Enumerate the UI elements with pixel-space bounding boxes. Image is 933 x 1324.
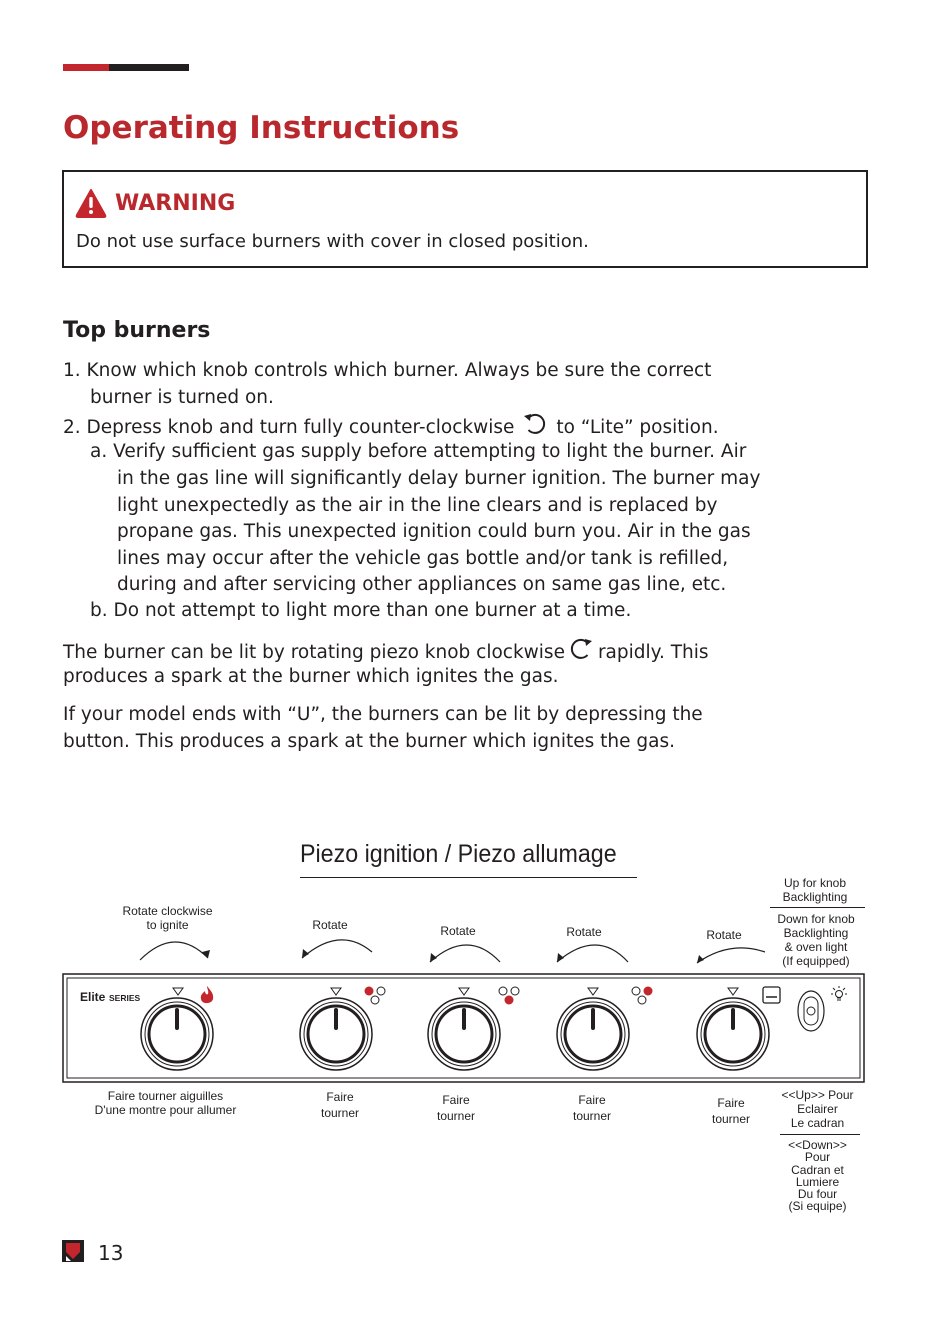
piezo-rotate-label-line-2: to ignite bbox=[146, 918, 189, 932]
backlight-switch[interactable] bbox=[798, 991, 824, 1031]
step-2-text-before: 2. Depress knob and turn fully counter-clockwise bbox=[63, 417, 515, 438]
warning-text: Do not use surface burners with cover in closed position. bbox=[76, 231, 589, 252]
page-title: Operating Instructions bbox=[63, 110, 460, 146]
knob-1-arrowhead bbox=[302, 949, 309, 958]
oven-knob[interactable] bbox=[697, 998, 769, 1070]
fr-rotate-4-line-2: tourner bbox=[711, 1112, 751, 1126]
diagram-title: Piezo ignition / Piezo allumage bbox=[300, 840, 617, 868]
knob-1-pointer-icon bbox=[331, 988, 341, 995]
fr-rotate-1-line-1: Faire bbox=[326, 1090, 354, 1104]
fr-piezo-line-2: D'une montre pour allumer bbox=[94, 1103, 237, 1117]
knob-4-arrowhead bbox=[697, 955, 704, 963]
u-model-line-1: If your model ends with “U”, the burners can be lit by depressing the bbox=[63, 704, 703, 725]
fr-piezo-line-1: Faire tourner aiguilles bbox=[107, 1089, 224, 1103]
burner-2-position-icon bbox=[499, 987, 519, 1004]
flame-icon bbox=[201, 986, 213, 1003]
page-number: 13 bbox=[98, 1241, 124, 1265]
up-label-line-1: Up for knob bbox=[783, 876, 847, 890]
burner-3-position-icon bbox=[632, 987, 652, 1004]
knob-pointers bbox=[173, 988, 738, 995]
down-label-line-1: Down for knob bbox=[777, 912, 855, 926]
burner-1-position-icon bbox=[365, 987, 385, 1004]
piezo-rotate-label-line-1: Rotate clockwise bbox=[122, 904, 213, 918]
step-2a-line-1: a. Verify sufficient gas supply before attempting to light the burner. Air bbox=[90, 441, 747, 462]
section-heading: Top burners bbox=[63, 318, 211, 343]
fr-down-line-2: Pour bbox=[804, 1150, 831, 1165]
fr-down-label bbox=[775, 1139, 860, 1213]
fr-down-line-5: Du four bbox=[797, 1187, 838, 1202]
fr-rotate-label-1 bbox=[305, 1089, 375, 1121]
burner-knob-2[interactable] bbox=[428, 998, 500, 1070]
step-1-line-1: 1. Know which knob controls which burner. Always be sure the correct bbox=[63, 360, 712, 381]
fr-rotate-4-line-1: Faire bbox=[717, 1096, 745, 1110]
knob-4-rotate-arrow bbox=[697, 948, 765, 963]
knob-2-rotate-arrow bbox=[430, 945, 500, 962]
rotation-arrowheads bbox=[202, 949, 704, 963]
knob-3-pointer-icon bbox=[588, 988, 598, 995]
fr-rotate-2-line-1: Faire bbox=[442, 1093, 470, 1107]
fr-piezo-label bbox=[78, 1089, 253, 1117]
piezo-pointer-icon bbox=[173, 988, 183, 995]
fr-rotate-3-line-2: tourner bbox=[572, 1109, 612, 1123]
knob-3-rotate-arrow bbox=[557, 945, 628, 962]
u-model-line-2: button. This produces a spark at the burner which ignites the gas. bbox=[63, 731, 675, 752]
fr-down-line-1: <<Down>> bbox=[788, 1138, 847, 1152]
piezo-line-2: produces a spark at the burner which ignites the gas. bbox=[63, 666, 559, 687]
up-label-line-2: Backlighting bbox=[782, 890, 848, 904]
knob-4-pointer-icon bbox=[728, 988, 738, 995]
fr-up-line-1: <<Up>> Pour bbox=[781, 1088, 854, 1102]
brand-series: SERIES bbox=[109, 993, 141, 1003]
down-label-line-4: (If equipped) bbox=[782, 954, 850, 968]
fr-up-line-2: Eclairer bbox=[797, 1102, 838, 1116]
fr-up-line-3: Le cadran bbox=[790, 1116, 845, 1130]
down-label-line-3: & oven light bbox=[784, 940, 848, 954]
fr-rotate-label-3 bbox=[557, 1092, 627, 1124]
step-2-text-after: to “Lite” position. bbox=[556, 417, 719, 438]
fr-rotate-label-2 bbox=[421, 1092, 491, 1124]
down-label-line-2: Backlighting bbox=[783, 926, 849, 940]
knob-3-arrowhead bbox=[557, 953, 564, 962]
step-2a-line-6: during and after servicing other appliances on same gas line, etc. bbox=[117, 574, 727, 595]
warning-label: WARNING bbox=[115, 190, 236, 216]
step-1-line-2: burner is turned on. bbox=[90, 387, 274, 408]
brand-logo-icon bbox=[62, 1240, 84, 1262]
rotation-arrows bbox=[140, 940, 765, 963]
fr-down-line-4: Lumiere bbox=[795, 1174, 840, 1189]
rotate-label-2: Rotate bbox=[440, 924, 476, 938]
fr-rotate-label-4 bbox=[696, 1095, 766, 1127]
knob-2-pointer-icon bbox=[459, 988, 469, 995]
knob-2-arrowhead bbox=[430, 953, 437, 962]
piezo-clockwise-arrow bbox=[140, 942, 208, 960]
fr-up-down-divider bbox=[780, 1134, 860, 1135]
light-bulb-icon bbox=[831, 986, 847, 1000]
burner-knob-1[interactable] bbox=[300, 998, 372, 1070]
rotate-label-3: Rotate bbox=[566, 925, 602, 939]
fr-down-line-3: Cadran et bbox=[791, 1162, 844, 1177]
burner-knob-3[interactable] bbox=[557, 998, 629, 1070]
fr-rotate-3-line-1: Faire bbox=[578, 1093, 606, 1107]
knob-1-rotate-arrow bbox=[302, 940, 372, 958]
step-2a-line-2: in the gas line will significantly delay burner ignition. The burner may bbox=[117, 468, 761, 489]
step-2b-line: b. Do not attempt to light more than one burner at a time. bbox=[90, 600, 632, 621]
piezo-knob[interactable] bbox=[141, 998, 213, 1070]
piezo-text-before: The burner can be lit by rotating piezo knob clockwise bbox=[63, 642, 565, 663]
brand-elite: Elite bbox=[80, 990, 106, 1004]
rotate-label-1: Rotate bbox=[312, 918, 348, 932]
step-2a-line-3: light unexpectedly as the air in the line clears and is replaced by bbox=[117, 495, 718, 516]
fr-rotate-1-line-2: tourner bbox=[320, 1106, 360, 1120]
fr-up-label bbox=[775, 1088, 860, 1130]
piezo-text-after: rapidly. This bbox=[597, 642, 709, 663]
fr-down-line-6: (Si equipe) bbox=[788, 1199, 847, 1214]
step-2a-line-5: lines may occur after the vehicle gas bottle and/or tank is refilled, bbox=[117, 548, 729, 569]
fr-rotate-2-line-2: tourner bbox=[436, 1109, 476, 1123]
oven-icon bbox=[763, 987, 780, 1003]
rotate-label-4: Rotate bbox=[706, 928, 742, 942]
step-2a-line-4: propane gas. This unexpected ignition could burn you. Air in the gas bbox=[117, 521, 751, 542]
